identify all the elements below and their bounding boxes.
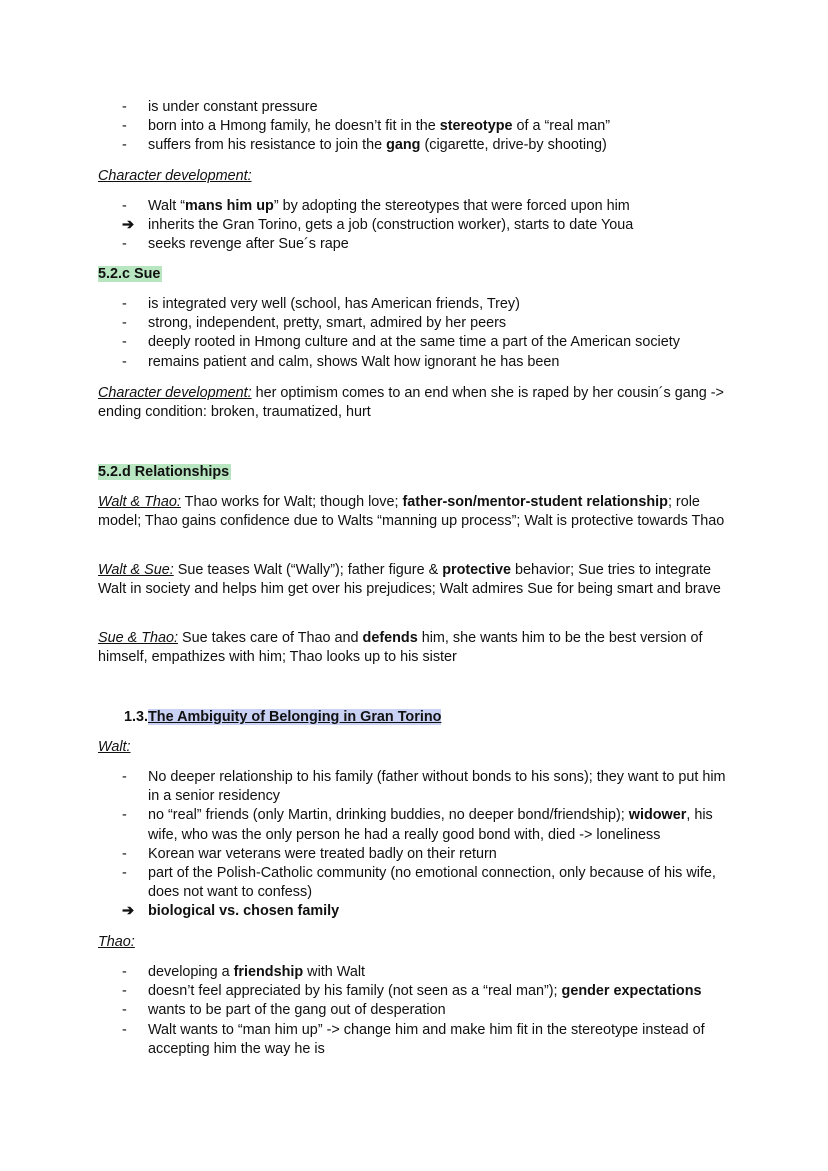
list-item: - born into a Hmong family, he doesn’t fit in the stereotype of a “real man” — [122, 118, 611, 135]
list-item: ➔ inherits the Gran Torino, gets a job (construction worker), starts to date Youa — [122, 217, 634, 234]
list-item: - No deeper relationship to his family (father without bonds to his sons); they want to put him in a senior residency — [122, 769, 726, 805]
list-item: - suffers from his resistance to join the gang (cigarette, drive-by shooting) — [122, 137, 607, 154]
sue-thao-relationship: Sue & Thao: Sue takes care of Thao and defends him, she wants him to be the best version of himself, empathizes with him; Thao looks up to his sister — [98, 630, 703, 666]
thao-label: Thao: — [98, 934, 135, 950]
thao-character-development-label: Character development: — [98, 168, 252, 184]
list-item: - remains patient and calm, shows Walt how ignorant he has been — [122, 353, 560, 370]
list-item: - developing a friendship with Walt — [122, 964, 366, 980]
list-item: - doesn’t feel appreciated by his family (not seen as a “real man”); gender expectations — [122, 983, 702, 1000]
walt-belonging-list — [98, 768, 738, 922]
walt-thao-relationship: Walt & Thao: Thao works for Walt; though love; father-son/mentor-student relationship; role model; Thao gains confidence due to Walts “manning up process”; Walt is protective towards Thao — [98, 494, 725, 530]
list-item: - part of the Polish-Catholic community (no emotional connection, only because of his wife, does not want to confess) — [122, 865, 716, 901]
list-item: - strong, independent, pretty, smart, admired by her peers — [122, 315, 507, 332]
list-item: - is under constant pressure — [122, 99, 318, 115]
section-heading-ambiguity: 1.3.The Ambiguity of Belonging in Gran Torino — [124, 709, 442, 725]
sue-character-development: Character development: her optimism comes to an end when she is raped by her cousin´s gang -> ending condition: broken, traumatized, hurt — [98, 385, 724, 421]
walt-label: Walt: — [98, 739, 131, 755]
list-item: - seeks revenge after Sue´s rape — [122, 236, 349, 253]
list-item: - Korean war veterans were treated badly on their return — [122, 845, 497, 862]
list-item: - Walt wants to “man him up” -> change him and make him fit in the stereotype instead of accepting him the way he is — [122, 1021, 705, 1057]
list-item: - wants to be part of the gang out of desperation — [122, 1002, 446, 1019]
walt-sue-relationship: Walt & Sue: Sue teases Walt (“Wally”); father figure & protective behavior; Sue tries to integrate Walt in society and helps him get over his prejudices; Walt admires Sue for being smart and brave — [98, 562, 721, 598]
list-item: ➔ biological vs. chosen family — [122, 903, 340, 920]
section-heading-relationships: 5.2.d Relationships — [98, 464, 230, 480]
sue-traits-list — [98, 295, 738, 372]
section-heading-sue: 5.2.c Sue — [98, 266, 161, 282]
thao-development-list — [98, 197, 738, 255]
list-item: - Walt “mans him up” by adopting the stereotypes that were forced upon him — [122, 198, 630, 214]
thao-belonging-list — [98, 963, 738, 1059]
list-item: - is integrated very well (school, has American friends, Trey) — [122, 296, 520, 312]
thao-traits-list — [98, 98, 738, 156]
list-item: - no “real” friends (only Martin, drinking buddies, no deeper bond/friendship); widower, his wife, who was the only person he had a really good bond with, died -> loneliness — [122, 807, 713, 843]
list-item: - deeply rooted in Hmong culture and at the same time a part of the American society — [122, 334, 680, 351]
